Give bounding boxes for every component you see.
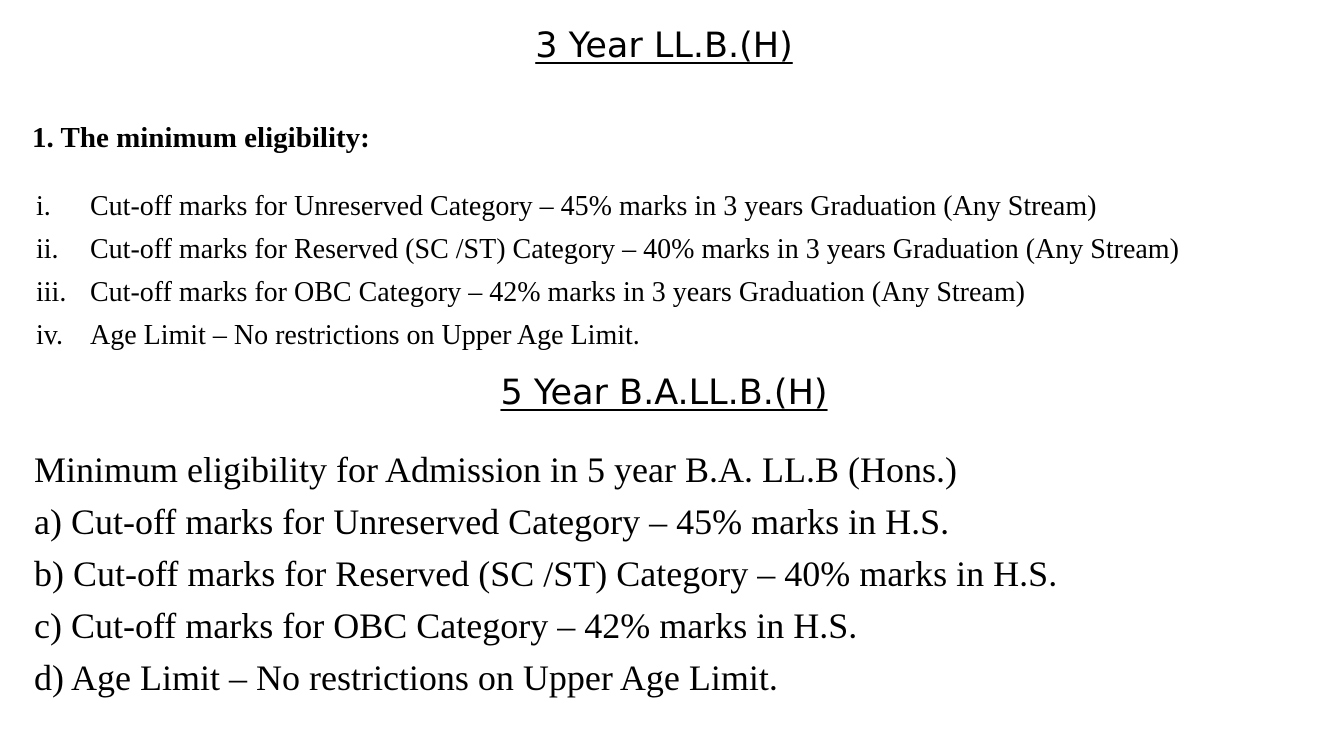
list-item: d) Age Limit – No restrictions on Upper Age Limit. — [34, 658, 778, 698]
minimum-eligibility-heading: 1. The minimum eligibility: — [32, 122, 370, 154]
list-item-number: iv. — [36, 320, 63, 351]
list-item-number: iii. — [36, 277, 67, 308]
list-item-text: Age Limit – No restrictions on Upper Age Limit. — [90, 320, 640, 351]
list-item: a) Cut-off marks for Unreserved Category – 45% marks in H.S. — [34, 502, 950, 542]
section-title-3-year-llb: 3 Year LL.B.(H) — [535, 26, 793, 66]
list-item-text: Cut-off marks for OBC Category – 42% marks in 3 years Graduation (Any Stream) — [90, 277, 1025, 308]
list-item-text: Cut-off marks for Unreserved Category – 45% marks in 3 years Graduation (Any Stream) — [90, 191, 1097, 222]
list-item-number: ii. — [36, 234, 59, 265]
list-item: b) Cut-off marks for Reserved (SC /ST) Category – 40% marks in H.S. — [34, 554, 1058, 594]
ballb-eligibility-list — [34, 452, 1057, 712]
list-item-text: Cut-off marks for Reserved (SC /ST) Category – 40% marks in 3 years Graduation (Any Stream) — [90, 234, 1179, 265]
section-title-5-year-ballb: 5 Year B.A.LL.B.(H) — [500, 373, 828, 413]
list-item: c) Cut-off marks for OBC Category – 42% marks in H.S. — [34, 606, 858, 646]
list-item-number: i. — [36, 191, 51, 222]
eligibility-intro: Minimum eligibility for Admission in 5 year B.A. LL.B (Hons.) — [34, 450, 957, 490]
